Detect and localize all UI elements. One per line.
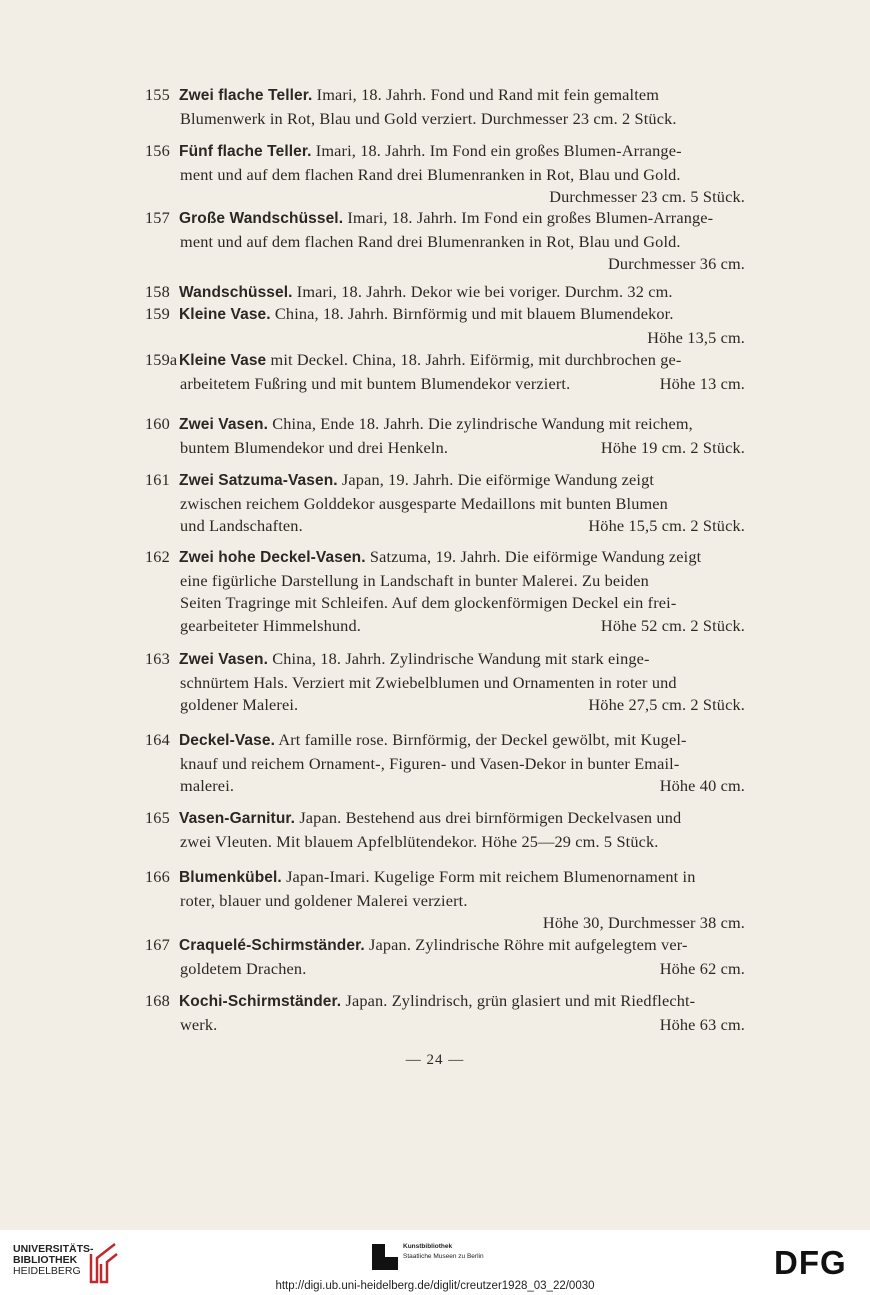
- entry-title: Große Wandschüssel.: [179, 210, 344, 227]
- entry-measure: Höhe 40 cm.: [659, 776, 745, 795]
- entry-measure: Höhe 15,5 cm. 2 Stück.: [588, 516, 745, 535]
- entry-text: Japan, 19. Jahrh. Die eiförmige Wandung zeigt: [341, 470, 655, 489]
- entry-text: Japan-Imari. Kugelige Form mit reichem Blumenornament in: [286, 867, 696, 886]
- source-url-link[interactable]: http://digi.ub.uni-heidelberg.de/diglit/creutzer1928_03_22/0030: [275, 1280, 595, 1292]
- entry-title: Blumenkübel.: [179, 869, 282, 886]
- entry-text: gearbeiteter Himmelshund.: [180, 615, 361, 635]
- entry-number: 166: [145, 867, 170, 886]
- entry-title: Zwei Vasen.: [179, 416, 268, 433]
- catalog-entry-156: [145, 140, 765, 209]
- entry-measure: Höhe 62 cm.: [659, 958, 745, 978]
- entry-number: 158: [145, 282, 170, 301]
- entry-text: roter, blauer und goldener Malerei verziert.: [180, 890, 468, 910]
- entry-measure: Höhe 19 cm. 2 Stück.: [600, 437, 745, 457]
- entry-number: 165: [145, 808, 170, 827]
- entry-text: Seiten Tragringe mit Schleifen. Auf dem glockenförmigen Deckel ein frei-: [180, 593, 677, 612]
- heidelberg-mark-icon: [87, 1240, 121, 1284]
- entry-title: Zwei hohe Deckel-Vasen.: [179, 549, 366, 566]
- digitization-footer: [0, 1230, 870, 1295]
- entry-number: 156: [145, 141, 170, 160]
- entry-text: ment und auf dem flachen Rand drei Blumenranken in Rot, Blau und Gold.: [180, 231, 681, 251]
- entry-text: China, 18. Jahrh. Zylindrische Wandung mit stark einge-: [272, 649, 650, 668]
- entry-number: 162: [145, 547, 170, 566]
- entry-title: Vasen-Garnitur.: [179, 810, 296, 827]
- entry-text: Satzuma, 19. Jahrh. Die eiförmige Wandung zeigt: [369, 547, 702, 566]
- entry-number: 164: [145, 730, 170, 749]
- entry-number: 163: [145, 649, 170, 668]
- entry-measure: Höhe 30, Durchmesser 38 cm.: [542, 913, 745, 932]
- heidelberg-library-logo[interactable]: UNIVERSITÄTS- BIBLIOTHEK HEIDELBERG: [13, 1243, 94, 1277]
- page-number: — 24 —: [405, 1052, 465, 1068]
- entry-title: Kleine Vase.: [179, 306, 271, 323]
- catalog-entry-168: [145, 990, 765, 1036]
- entry-text: ment und auf dem flachen Rand drei Blumenranken in Rot, Blau und Gold.: [180, 164, 681, 184]
- entry-text: China, 18. Jahrh. Birnförmig und mit blauem Blumendekor.: [274, 304, 674, 323]
- kunstbibliothek-logo-icon[interactable]: [372, 1244, 398, 1270]
- entry-text: goldetem Drachen.: [180, 958, 307, 978]
- entry-text: schnürtem Hals. Verziert mit Zwiebelblumen und Ornamenten in roter und: [180, 672, 677, 692]
- catalog-entry-158: [145, 281, 765, 305]
- entry-text: Japan. Bestehend aus drei birnförmigen Deckelvasen und: [299, 808, 682, 827]
- entry-text: Imari, 18. Jahrh. Im Fond ein großes Blumen-Arrange-: [347, 208, 714, 227]
- entry-text: werk.: [180, 1014, 218, 1034]
- entry-text: und Landschaften.: [180, 516, 303, 535]
- entry-text: Imari, 18. Jahrh. Dekor wie bei voriger. Durchm. 32 cm.: [296, 282, 673, 301]
- entry-number: 161: [145, 470, 170, 489]
- entry-measure: Höhe 63 cm.: [659, 1014, 745, 1034]
- entry-number: 159: [145, 304, 170, 323]
- entry-title: Kleine Vase: [179, 352, 267, 369]
- catalog-entry-160: [145, 413, 765, 459]
- entry-number: 167: [145, 935, 170, 954]
- entry-measure: Durchmesser 36 cm.: [608, 254, 745, 273]
- entry-text: China, Ende 18. Jahrh. Die zylindrische Wandung mit reichem,: [272, 414, 693, 433]
- entry-text: zwei Vleuten. Mit blauem Apfelblütendekor. Höhe 25—29 cm. 5 Stück.: [180, 831, 659, 851]
- catalog-entry-161: [145, 469, 765, 538]
- entry-text: Japan. Zylindrisch, grün glasiert und mit Riedflecht-: [345, 991, 696, 1010]
- entry-measure: Höhe 52 cm. 2 Stück.: [600, 615, 745, 635]
- entry-text: Japan. Zylindrische Röhre mit aufgelegtem ver-: [369, 935, 688, 954]
- entry-number: 168: [145, 991, 170, 1010]
- entry-text: zwischen reichem Golddekor ausgesparte Medaillons mit bunten Blumen: [180, 493, 668, 513]
- entry-title: Fünf flache Teller.: [179, 143, 312, 160]
- dfg-logo[interactable]: DFG: [774, 1244, 847, 1281]
- entry-text: malerei.: [180, 776, 235, 795]
- catalog-entry-166: [145, 866, 765, 935]
- entry-title: Zwei Satzuma-Vasen.: [179, 472, 338, 489]
- entry-number: 159a: [145, 350, 178, 369]
- entry-text: knauf und reichem Ornament-, Figuren- und Vasen-Dekor in bunter Email-: [180, 753, 680, 773]
- entry-measure: Durchmesser 23 cm. 5 Stück.: [549, 187, 745, 206]
- catalog-entry-162: [145, 546, 765, 637]
- entry-title: Zwei flache Teller.: [179, 87, 313, 104]
- entry-title: Craquelé-Schirmständer.: [179, 937, 365, 954]
- entry-text: eine figürliche Darstellung in Landschaft in bunter Malerei. Zu beiden: [180, 570, 649, 590]
- entry-number: 157: [145, 208, 170, 227]
- entry-text: buntem Blumendekor und drei Henkeln.: [180, 437, 449, 457]
- catalog-entry-165: [145, 807, 765, 853]
- catalog-entry-163: [145, 648, 765, 717]
- entry-text: Imari, 18. Jahrh. Im Fond ein großes Blumen-Arrange-: [315, 141, 682, 160]
- entry-title: Wandschüssel.: [179, 284, 293, 301]
- entry-measure: Höhe 27,5 cm. 2 Stück.: [588, 695, 745, 714]
- entry-text: mit Deckel. China, 18. Jahrh. Eiförmig, mit durchbrochen ge-: [270, 350, 682, 369]
- catalog-entry-159: [145, 303, 765, 349]
- entry-number: 160: [145, 414, 170, 433]
- catalog-entry-164: [145, 729, 765, 798]
- catalog-entry-157: [145, 207, 765, 276]
- kunstbibliothek-label: Kunstbibliothek Staatliche Museen zu Berlin: [403, 1243, 484, 1260]
- entry-text: Blumenwerk in Rot, Blau und Gold verziert. Durchmesser 23 cm. 2 Stück.: [180, 108, 677, 128]
- catalog-entry-159a: [145, 349, 765, 395]
- entry-number: 155: [145, 85, 170, 104]
- entry-text: goldener Malerei.: [180, 695, 299, 714]
- entry-text: Imari, 18. Jahrh. Fond und Rand mit fein gemaltem: [316, 85, 660, 104]
- entry-text: arbeitetem Fußring und mit buntem Blumendekor verziert.: [180, 373, 571, 393]
- entry-text: Art famille rose. Birnförmig, der Deckel gewölbt, mit Kugel-: [278, 730, 687, 749]
- catalog-entry-167: [145, 934, 765, 980]
- entry-title: Kochi-Schirmständer.: [179, 993, 342, 1010]
- entry-measure: Höhe 13 cm.: [659, 373, 745, 393]
- entry-measure: Höhe 13,5 cm.: [647, 327, 745, 347]
- entry-title: Zwei Vasen.: [179, 651, 268, 668]
- entry-title: Deckel-Vase.: [179, 732, 275, 749]
- catalog-entry-155: [145, 84, 765, 130]
